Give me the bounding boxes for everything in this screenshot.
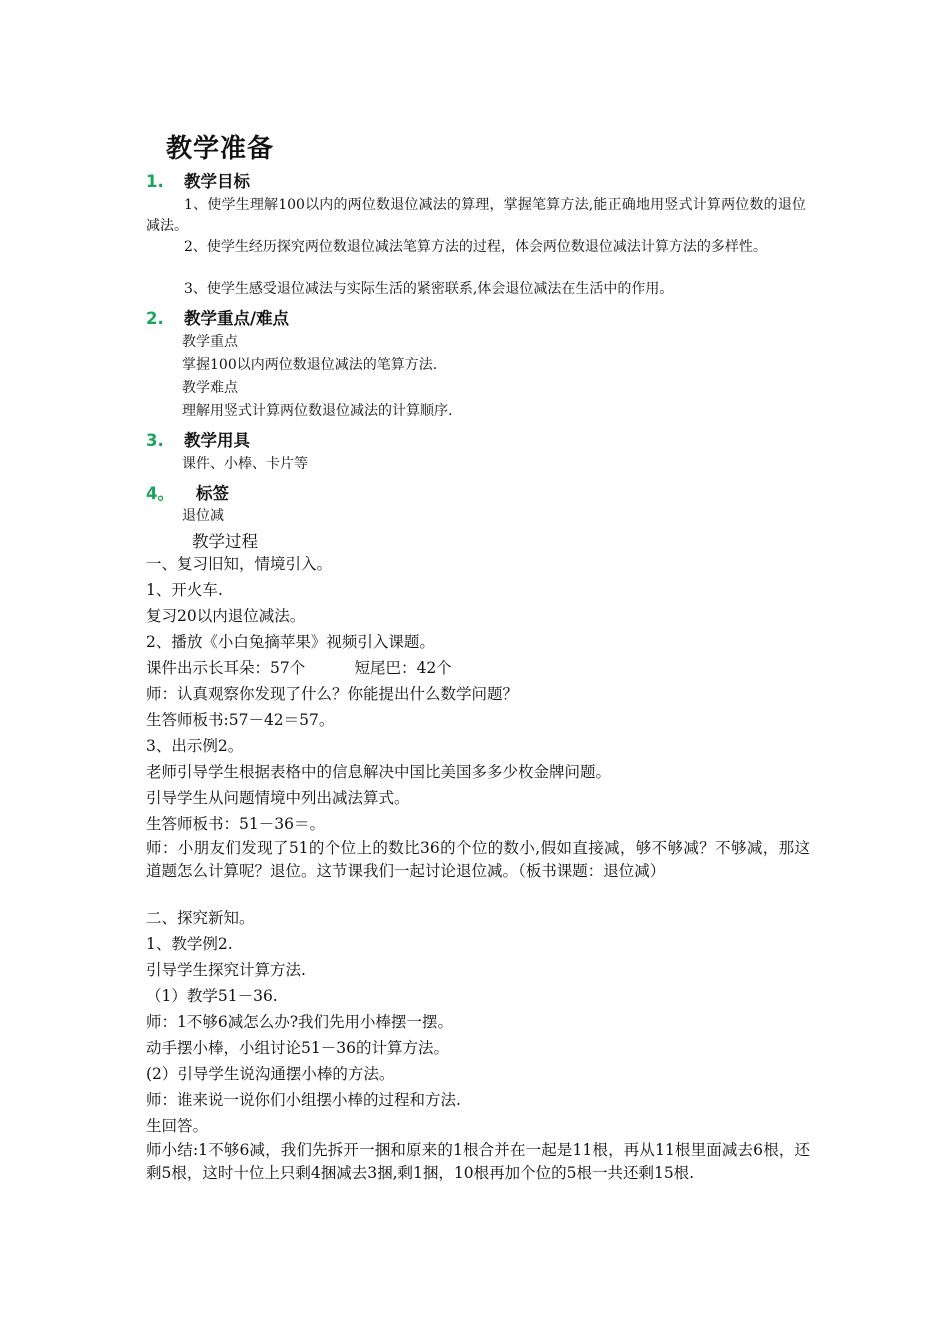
process-line: 老师引导学生根据表格中的信息解决中国比美国多多少枚金牌问题。 (146, 763, 612, 781)
process-line: 引导学生探究计算方法. (146, 961, 306, 979)
process-line: 1、开火车. (146, 581, 223, 599)
objective-3: 3、使学生感受退位减法与实际生活的紧密联系,体会退位减法在生活中的作用。 (184, 281, 674, 297)
section-heading-tools (146, 427, 250, 451)
process-line: 一、复习旧知，情境引入。 (146, 555, 333, 573)
section-heading-tag (146, 480, 229, 504)
process-line: 师：谁来说一说你们小组摆小棒的过程和方法. (146, 1091, 461, 1109)
process-line: 生回答。 (146, 1117, 209, 1135)
section-heading-key-points (146, 305, 289, 329)
key-point-label: 教学重点 (182, 334, 238, 350)
objective-2: 2、使学生经历探究两位数退位减法笔算方法的过程，体会两位数退位减法计算方法的多样性。 (184, 239, 767, 255)
process-line: 复习20以内退位减法。 (146, 607, 306, 625)
section-label: 教学用具 (184, 431, 250, 450)
section-label: 教学目标 (184, 172, 250, 191)
section-number: 1. (146, 172, 164, 191)
section-heading-objectives (146, 168, 250, 192)
difficulty-text: 理解用竖式计算两位数退位减法的计算顺序. (182, 403, 453, 419)
objective-1: 1、使学生理解100以内的两位数退位减法的算理，掌握笔算方法,能正确地用竖式计算两位数的退位减法。 (146, 197, 806, 234)
process-line: 生答师板书:57－42＝57。 (146, 711, 335, 729)
process-line: 二、探究新知。 (146, 909, 255, 927)
tools-text: 课件、小棒、卡片等 (182, 456, 308, 472)
page-title: 教学准备 (166, 134, 275, 164)
process-line: 生答师板书：51－36＝。 (146, 815, 325, 833)
process-line: 师：认真观察你发现了什么？你能提出什么数学问题？ (146, 685, 519, 703)
process-line: 1、教学例2. (146, 935, 233, 953)
process-line: 动手摆小棒，小组讨论51－36的计算方法。 (146, 1039, 449, 1057)
process-line: 课件出示长耳朵：57个 短尾巴：42个 (146, 659, 452, 677)
section-number: 4。 (146, 484, 174, 503)
section-label: 标签 (196, 484, 229, 503)
process-line: (2）引导学生说沟通摆小棒的方法。 (146, 1065, 395, 1083)
process-line: 引导学生从问题情境中列出减法算式。 (146, 789, 410, 807)
section-number: 3. (146, 431, 164, 450)
tag-text: 退位减 (182, 508, 224, 524)
key-point-text: 掌握100以内两位数退位减法的笔算方法. (182, 357, 438, 373)
process-line: 2、播放《小白兔摘苹果》视频引入课题。 (146, 633, 435, 651)
section-number: 2. (146, 309, 164, 328)
process-title: 教学过程 (192, 532, 258, 551)
process-line: 师：1不够6减怎么办?我们先用小棒摆一摆。 (146, 1013, 454, 1031)
process-line: （1）教学51－36. (146, 987, 278, 1005)
process-paragraph: 师小结:1不够6减，我们先拆开一捆和原来的1根合并在一起是11根，再从11根里面减去6根，还剩5根，这时十位上只剩4捆减去3捆,剩1捆，10根再加个位的5根一共还剩15根. (146, 1141, 810, 1182)
process-line: 3、出示例2。 (146, 737, 244, 755)
difficulty-label: 教学难点 (182, 380, 238, 396)
section-label: 教学重点/难点 (184, 309, 290, 328)
process-paragraph: 师：小朋友们发现了51的个位上的数比36的个位的数小,假如直接减，够不够减？不够减，那这道题怎么计算呢？退位。这节课我们一起讨论退位减。（板书课题：退位减） (146, 839, 810, 880)
